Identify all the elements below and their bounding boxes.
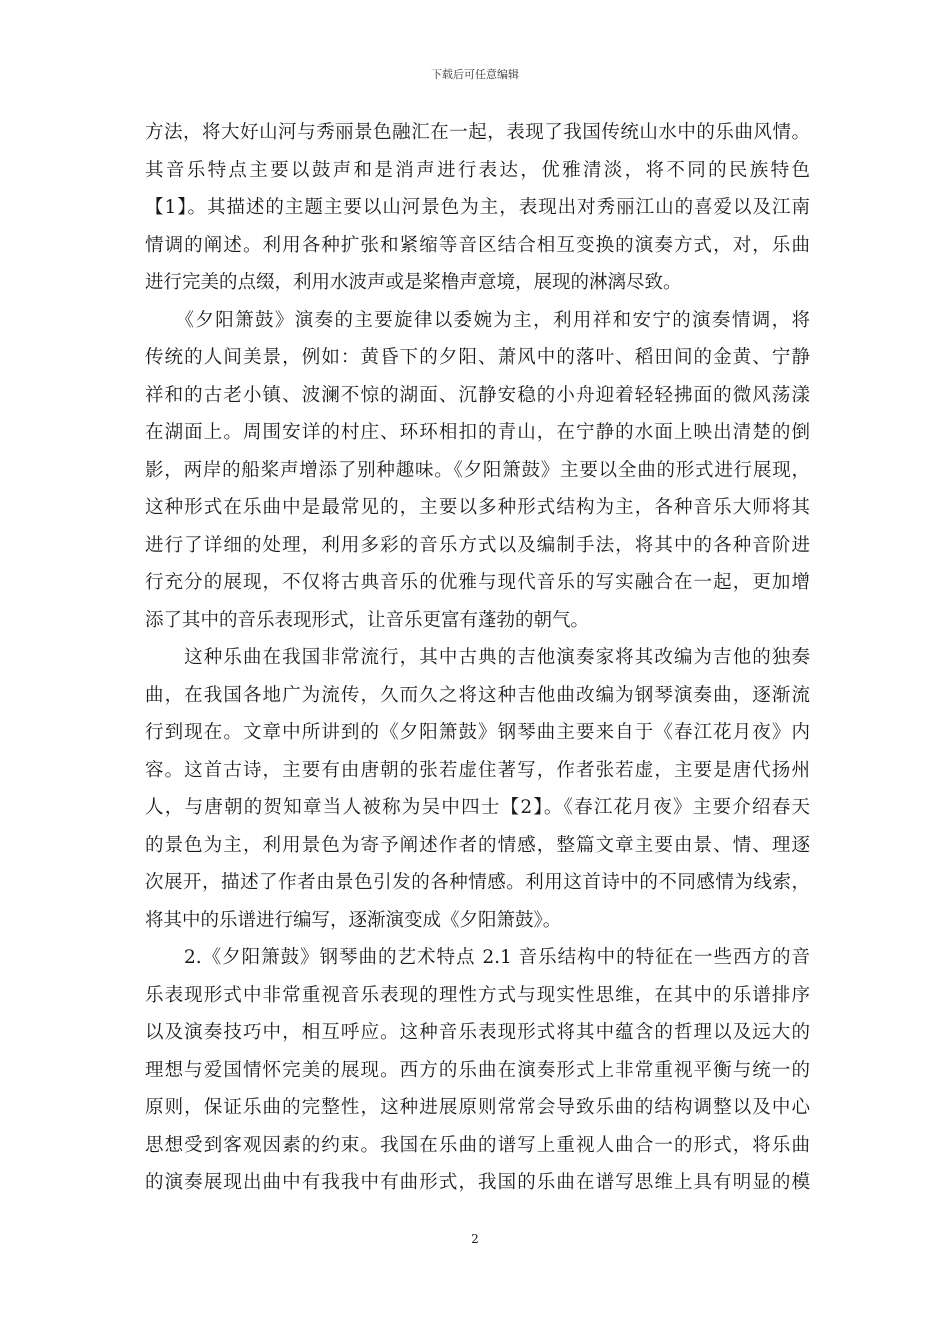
text-line: 人，与唐朝的贺知章当人被称为吴中四士【2】。《春江花月夜》主要介绍春天 <box>145 797 810 818</box>
text-line: 这种形式在乐曲中是最常见的，主要以多种形式结构为主，各种音乐大师将其 <box>145 497 810 518</box>
text-line: 曲，在我国各地广为流传，久而久之将这种吉他曲改编为钢琴演奏曲，逐渐流 <box>145 684 810 706</box>
text-line: 【1】。其描述的主题主要以山河景色为主，表现出对秀丽江山的喜爱以及江南 <box>145 197 810 218</box>
text-line: 进行完美的点缀，利用水波声或是桨橹声意境，展现的淋漓尽致。 <box>145 272 682 293</box>
text-line: 容。这首古诗，主要有由唐朝的张若虚住著写，作者张若虚，主要是唐代扬州 <box>145 759 810 781</box>
body-text <box>145 114 810 1202</box>
text-line: 传统的人间美景，例如：黄昏下的夕阳、萧风中的落叶、稻田间的金黄、宁静 <box>145 347 810 368</box>
text-line: 乐表现形式中非常重视音乐表现的理性方式与现实性思维，在其中的乐谱排序 <box>145 984 810 1006</box>
text-line: 添了其中的音乐表现形式，让音乐更富有蓬勃的朝气。 <box>145 609 590 631</box>
text-line: 理想与爱国情怀完美的展现。西方的乐曲在演奏形式上非常重视平衡与统一的 <box>145 1059 810 1081</box>
text-line: 原则，保证乐曲的完整性，这种进展原则常常会导致乐曲的结构调整以及中心 <box>145 1097 810 1118</box>
text-line: 祥和的古老小镇、波澜不惊的湖面、沉静安稳的小舟迎着轻轻拂面的微风荡漾 <box>145 384 810 406</box>
text-line: 行充分的展现，不仅将古典音乐的优雅与现代音乐的写实融合在一起，更加增 <box>145 572 810 593</box>
page-header: 下载后可任意编辑 <box>431 68 519 81</box>
page-number: 2 <box>471 1232 479 1246</box>
text-line: 影，两岸的船桨声增添了别种趣味。《夕阳箫鼓》主要以全曲的形式进行展现， <box>145 459 810 481</box>
text-line: 其音乐特点主要以鼓声和是消声进行表达，优雅清淡，将不同的民族特色 <box>145 159 810 181</box>
text-line: 这种乐曲在我国非常流行，其中古典的吉他演奏家将其改编为吉他的独奏 <box>145 647 810 668</box>
text-line: 《夕阳箫鼓》演奏的主要旋律以委婉为主，利用祥和安宁的演奏情调，将 <box>145 309 810 331</box>
text-line: 的演奏展现出曲中有我我中有曲形式，我国的乐曲在谱写思维上具有明显的模 <box>145 1172 810 1193</box>
text-line: 在湖面上。周围安详的村庄、环环相扣的青山，在宁静的水面上映出清楚的倒 <box>145 422 810 443</box>
text-line: 次展开，描述了作者由景色引发的各种情感。利用这首诗中的不同感情为线索， <box>145 872 810 893</box>
text-line: 思想受到客观因素的约束。我国在乐曲的谱写上重视人曲合一的形式，将乐曲 <box>145 1134 810 1156</box>
text-line: 进行了详细的处理，利用多彩的音乐方式以及编制手法，将其中的各种音阶进 <box>145 534 810 556</box>
text-line: 以及演奏技巧中，相互呼应。这种音乐表现形式将其中蕴含的哲理以及远大的 <box>145 1022 810 1043</box>
text-line: 行到现在。文章中所讲到的《夕阳箫鼓》钢琴曲主要来自于《春江花月夜》内 <box>145 722 810 743</box>
text-line: 将其中的乐谱进行编写，逐渐演变成《夕阳箫鼓》。 <box>145 909 562 931</box>
text-line: 情调的阐述。利用各种扩张和紧缩等音区结合相互变换的演奏方式，对，乐曲 <box>145 234 810 256</box>
text-line: 2.《夕阳箫鼓》钢琴曲的艺术特点 2.1 音乐结构中的特征在一些西方的音 <box>145 947 810 968</box>
text-line: 的景色为主，利用景色为寄予阐述作者的情感，整篇文章主要由景、情、理逐 <box>145 834 810 856</box>
text-line: 方法，将大好山河与秀丽景色融汇在一起，表现了我国传统山水中的乐曲风情。 <box>145 122 810 143</box>
